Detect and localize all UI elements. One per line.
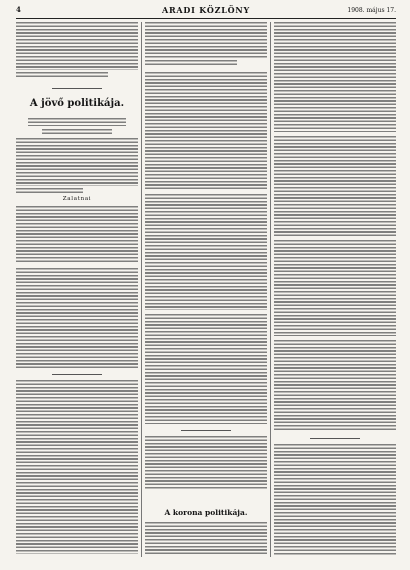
article-text	[145, 436, 267, 490]
article-text	[16, 380, 138, 554]
article-text	[16, 206, 138, 264]
article-separator	[310, 438, 360, 439]
masthead: ARADI KÖZLÖNY	[161, 5, 251, 15]
article-separator	[52, 374, 102, 375]
article-text	[274, 444, 396, 555]
page-header	[16, 5, 396, 17]
article-text	[16, 138, 138, 186]
article-text	[274, 22, 396, 132]
headline-crown-politics: A korona politikája.	[164, 508, 248, 517]
column-divider	[270, 22, 271, 557]
subhead-zalatna: Zalatnai	[62, 196, 92, 202]
article-text	[274, 240, 396, 336]
column-divider	[141, 22, 142, 557]
article-text	[145, 194, 267, 310]
column-middle	[145, 22, 267, 557]
article-text	[145, 522, 267, 555]
article-text	[16, 268, 138, 368]
article-text	[16, 188, 83, 193]
article-text	[274, 136, 396, 236]
column-left	[16, 22, 138, 557]
article-separator	[181, 430, 231, 431]
issue-date: 1908. május 17.	[347, 7, 396, 14]
article-text	[16, 22, 138, 70]
page-number: 4	[16, 5, 21, 14]
article-text	[16, 72, 108, 79]
article-text	[145, 72, 267, 190]
article-text	[145, 60, 237, 67]
headline-politics: A jövő politikája.	[29, 98, 125, 109]
column-right	[274, 22, 396, 557]
article-text	[145, 22, 267, 58]
article-text	[274, 340, 396, 432]
header-rule	[16, 18, 396, 19]
article-text	[145, 314, 267, 424]
article-byline	[28, 118, 126, 126]
article-byline	[42, 129, 112, 134]
article-separator	[52, 88, 102, 89]
